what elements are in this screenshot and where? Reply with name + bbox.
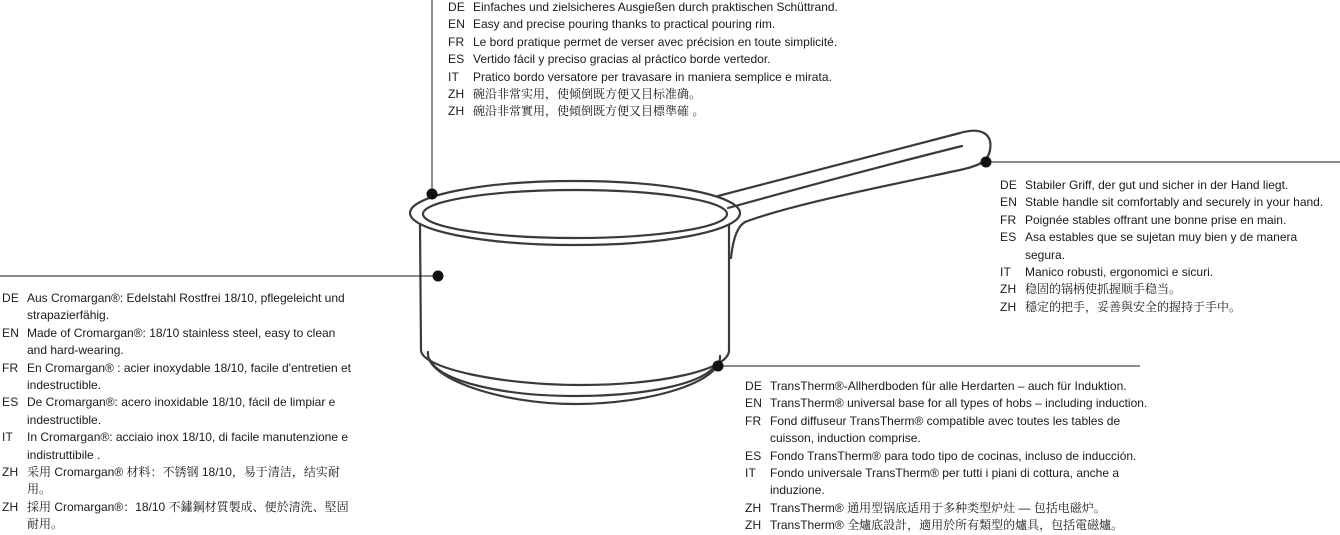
callout-description: En Cromargan® : acier inoxydable 18/10, facile d'entretien et indestructible.: [27, 360, 351, 393]
callout-description: Le bord pratique permet de verser avec précision en toute simplicité.: [473, 34, 838, 49]
handle-callout-line: [1000, 194, 1340, 211]
body-callout-line: [2, 360, 352, 395]
handle-callout-line: [1000, 281, 1340, 298]
callout-description: TransTherm® 通用型锅底适用于多种类型炉灶 — 包括电磁炉。: [770, 500, 1106, 515]
rim-callout-line: [448, 34, 878, 51]
rim-callout-text: [448, 0, 878, 121]
callout-description: De Cromargan®: acero inoxidable 18/10, fácil de limpiar e indestructible.: [27, 395, 336, 427]
callout-description: Asa estables que se sujetan muy bien y de manera segura.: [1025, 230, 1298, 262]
language-code: DE: [2, 291, 20, 305]
handle-callout-text: [1000, 177, 1340, 316]
callout-description: Vertido fácil y preciso gracias al práctico borde vertedor.: [473, 52, 771, 67]
language-code: EN: [745, 396, 763, 411]
language-code: ZH: [1000, 299, 1017, 314]
base-dot: [713, 361, 724, 372]
handle-callout-line: [1000, 177, 1340, 194]
callout-description: 碗沿非常实用，使倾倒既方便又目标准确。: [473, 87, 702, 102]
language-code: ES: [745, 448, 762, 463]
callout-description: TransTherm® 全爐底設計，適用於所有類型的爐具，包括電磁爐。: [770, 518, 1124, 533]
language-code: FR: [448, 34, 465, 49]
language-code: ES: [2, 395, 19, 410]
language-code: FR: [745, 413, 762, 428]
body-callout-line: [2, 429, 352, 464]
handle-callout-line: [1000, 229, 1340, 264]
body-dot: [433, 271, 444, 282]
callout-description: Fondo universale TransTherm® per tutti i piani di cottura, anche a induzione.: [770, 466, 1120, 498]
body-callout-line: [2, 290, 352, 325]
callout-description: TransTherm® universal base for all types of hobs – including induction.: [770, 396, 1148, 411]
body-callout-line: [2, 394, 352, 429]
callout-description: Einfaches und zielsicheres Ausgießen durch praktischen Schüttrand.: [473, 0, 838, 14]
callout-description: 采用 Cromargan® 材料：不锈钢 18/10，易于清洁，结实耐用。: [27, 465, 340, 497]
language-code: IT: [745, 466, 757, 481]
language-code: EN: [1000, 195, 1018, 210]
rim-dot: [427, 189, 438, 200]
language-code: FR: [1000, 212, 1017, 227]
callout-dots: [427, 157, 992, 372]
handle-callout-line: [1000, 264, 1340, 281]
base-callout-line: [745, 465, 1165, 500]
callout-description: Easy and precise pouring thanks to practical pouring rim.: [473, 17, 776, 32]
callout-description: 稳固的锅柄使抓握顺手稳当。: [1025, 282, 1182, 297]
rim-callout-line: [448, 0, 878, 16]
callout-description: Poignée stables offrant une bonne prise en main.: [1025, 212, 1287, 227]
base-callout-text: [745, 378, 1165, 535]
language-code: ZH: [448, 104, 465, 119]
callout-description: Fond diffuseur TransTherm® compatible avec toutes les tables de cuisson, induction comprise.: [770, 413, 1121, 446]
callout-description: 碗沿非常實用，使傾倒既方便又目標準確 。: [473, 104, 705, 119]
pan-body: [420, 225, 729, 385]
callout-description: Aus Cromargan®: Edelstahl Rostfrei 18/10, pflegeleicht und strapazierfähig.: [27, 291, 345, 323]
base-callout-line: [745, 500, 1165, 517]
callout-description: 穩定的把手，妥善與安全的握持于手中。: [1025, 299, 1242, 314]
callout-description: 採用 Cromargan®：18/10 不鏽鋼材質製成、便於清洗、堅固耐用。: [27, 499, 349, 532]
language-code: EN: [2, 325, 20, 340]
language-code: ZH: [1000, 282, 1017, 297]
base-callout-line: [745, 378, 1165, 395]
callout-description: Stable handle sit comfortably and securely in your hand.: [1025, 195, 1324, 210]
language-code: DE: [745, 379, 763, 393]
language-code: EN: [448, 17, 466, 32]
base-callout-line: [745, 517, 1165, 534]
callout-description: Made of Cromargan®: 18/10 stainless steel, easy to clean and hard-wearing.: [27, 325, 336, 358]
handle-dot: [981, 157, 992, 168]
rim-callout-line: [448, 103, 878, 120]
callout-description: Pratico bordo versatore per travasare in maniera semplice e mirata.: [473, 69, 832, 84]
language-code: ZH: [745, 518, 762, 533]
language-code: ZH: [745, 500, 762, 515]
language-code: ZH: [448, 87, 465, 102]
callout-description: Stabiler Griff, der gut und sicher in der Hand liegt.: [1025, 178, 1289, 192]
language-code: IT: [1000, 265, 1012, 280]
language-code: ES: [1000, 230, 1017, 245]
language-code: ZH: [2, 465, 19, 480]
language-code: DE: [1000, 178, 1018, 192]
body-callout-line: [2, 325, 352, 360]
base-callout-line: [745, 448, 1165, 465]
language-code: FR: [2, 360, 19, 375]
pan-rim-inner: [423, 190, 727, 238]
language-code: ZH: [2, 499, 19, 514]
callout-description: TransTherm®-Allherdboden für alle Herdarten – auch für Induktion.: [770, 379, 1127, 393]
base-callout-line: [745, 395, 1165, 412]
base-callout-line: [745, 413, 1165, 448]
language-code: IT: [2, 430, 14, 445]
rim-callout-line: [448, 51, 878, 68]
body-callout-line: [2, 499, 352, 534]
body-callout-line: [2, 464, 352, 499]
language-code: IT: [448, 69, 460, 84]
callout-description: In Cromargan®: acciaio inox 18/10, di facile manutenzione e indistruttibile .: [27, 430, 349, 462]
handle-callout-line: [1000, 212, 1340, 229]
callout-description: Fondo TransTherm® para todo tipo de cocinas, incluso de inducción.: [770, 448, 1137, 463]
callout-description: Manico robusti, ergonomici e sicuri.: [1025, 265, 1214, 280]
rim-callout-line: [448, 86, 878, 103]
language-code: ES: [448, 52, 465, 67]
handle-callout-line: [1000, 299, 1340, 316]
rim-callout-line: [448, 69, 878, 86]
body-callout-text: [2, 290, 352, 534]
saucepan-illustration: [410, 131, 990, 404]
rim-callout-line: [448, 16, 878, 33]
language-code: DE: [448, 0, 466, 14]
